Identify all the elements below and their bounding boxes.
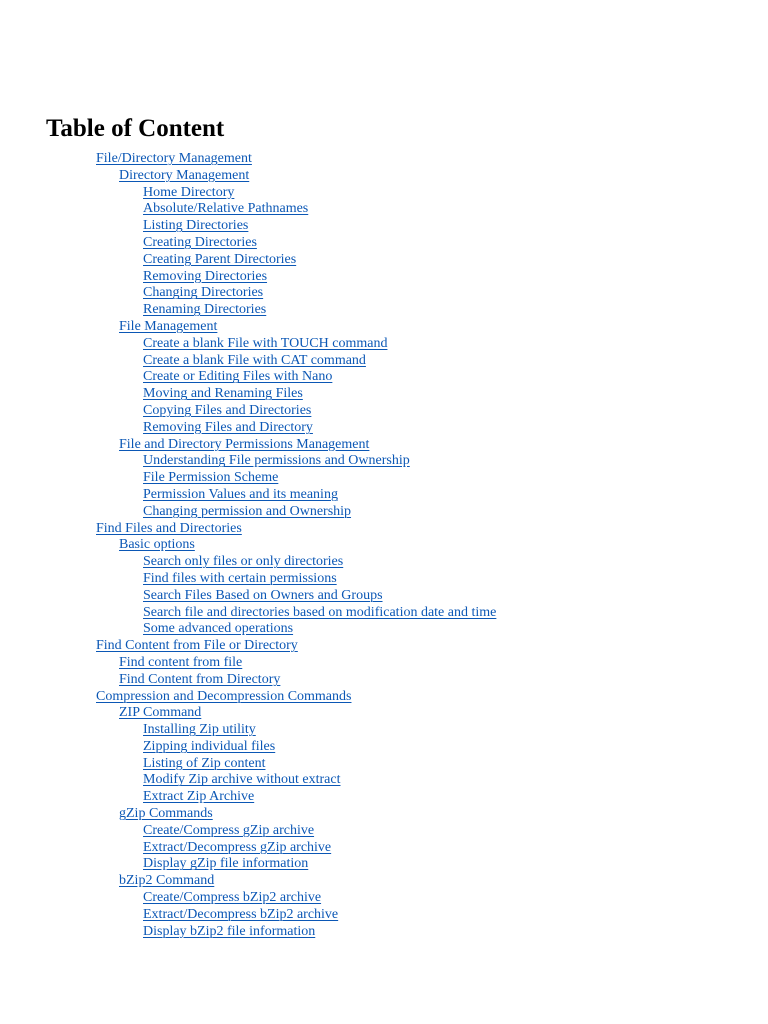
- toc-entry: [0, 571, 496, 588]
- toc-entry: [0, 504, 496, 521]
- toc-link[interactable]: Renaming Directories: [143, 302, 267, 318]
- toc-entry: [0, 689, 496, 706]
- toc-entry: [0, 890, 496, 907]
- toc-link[interactable]: Changing permission and Ownership: [143, 503, 352, 519]
- toc-link[interactable]: Creating Directories: [143, 234, 257, 250]
- toc-entry: [0, 168, 496, 185]
- toc-link[interactable]: Find content from file: [119, 654, 243, 670]
- toc-entry: [0, 806, 496, 823]
- toc-entry: [0, 521, 496, 538]
- toc-link[interactable]: Create a blank File with CAT command: [143, 352, 366, 368]
- toc-entry: [0, 336, 496, 353]
- toc-link[interactable]: Display bZip2 file information: [143, 923, 316, 939]
- toc-entry: [0, 470, 496, 487]
- toc-entry: [0, 873, 496, 890]
- toc-entry: [0, 487, 496, 504]
- toc-link[interactable]: File/Directory Management: [96, 151, 252, 166]
- toc-entry: [0, 420, 496, 437]
- toc-link[interactable]: Search Files Based on Owners and Groups: [143, 587, 383, 603]
- toc-entry: [0, 537, 496, 554]
- toc-link[interactable]: Permission Values and its meaning: [143, 486, 338, 502]
- toc-entry: [0, 924, 496, 941]
- toc-entry: [0, 856, 496, 873]
- toc-link[interactable]: Listing Directories: [143, 218, 249, 234]
- toc-entry: [0, 621, 496, 638]
- toc-link[interactable]: Display gZip file information: [143, 856, 309, 872]
- toc-entry: [0, 269, 496, 286]
- toc-link[interactable]: Basic options: [119, 537, 195, 553]
- toc-entry: [0, 605, 496, 622]
- toc-link[interactable]: Find Files and Directories: [96, 520, 242, 536]
- toc-entry: [0, 185, 496, 202]
- toc-link[interactable]: Create/Compress bZip2 archive: [143, 890, 322, 906]
- toc-link[interactable]: Listing of Zip content: [143, 755, 266, 771]
- toc-link[interactable]: Find Content from File or Directory: [96, 638, 298, 654]
- toc-entry: [0, 655, 496, 672]
- toc-link[interactable]: Compression and Decompression Commands: [96, 688, 352, 704]
- toc-link[interactable]: Extract Zip Archive: [143, 789, 255, 805]
- toc-link[interactable]: Search only files or only directories: [143, 554, 344, 570]
- page-title: Table of Content: [46, 115, 225, 142]
- table-of-contents: [0, 151, 496, 940]
- toc-link[interactable]: gZip Commands: [119, 806, 213, 822]
- toc-link[interactable]: Changing Directories: [143, 285, 264, 301]
- toc-entry: [0, 705, 496, 722]
- toc-entry: [0, 369, 496, 386]
- toc-entry: [0, 772, 496, 789]
- toc-link[interactable]: Zipping individual files: [143, 738, 276, 754]
- toc-link[interactable]: Search file and directories based on modification date and time: [143, 604, 497, 620]
- toc-entry: [0, 151, 496, 168]
- toc-entry: [0, 789, 496, 806]
- toc-entry: [0, 722, 496, 739]
- toc-link[interactable]: Moving and Renaming Files: [143, 386, 303, 402]
- toc-entry: [0, 588, 496, 605]
- toc-entry: [0, 453, 496, 470]
- toc-link[interactable]: Home Directory: [143, 184, 235, 200]
- toc-entry: [0, 739, 496, 756]
- toc-entry: [0, 353, 496, 370]
- toc-link[interactable]: Create or Editing Files with Nano: [143, 369, 333, 385]
- toc-entry: [0, 201, 496, 218]
- toc-link[interactable]: Extract/Decompress gZip archive: [143, 839, 332, 855]
- toc-link[interactable]: Create a blank File with TOUCH command: [143, 335, 388, 351]
- toc-link[interactable]: Removing Directories: [143, 268, 268, 284]
- toc-entry: [0, 638, 496, 655]
- toc-link[interactable]: Extract/Decompress bZip2 archive: [143, 906, 339, 922]
- toc-entry: [0, 218, 496, 235]
- toc-link[interactable]: File Management: [119, 318, 218, 334]
- toc-entry: [0, 252, 496, 269]
- toc-link[interactable]: Find files with certain permissions: [143, 570, 337, 586]
- toc-link[interactable]: Copying Files and Directories: [143, 402, 312, 418]
- toc-link[interactable]: ZIP Command: [119, 705, 202, 721]
- toc-link[interactable]: Installing Zip utility: [143, 722, 256, 738]
- toc-link[interactable]: Creating Parent Directories: [143, 251, 297, 267]
- toc-link[interactable]: bZip2 Command: [119, 873, 215, 889]
- toc-entry: [0, 302, 496, 319]
- toc-entry: [0, 907, 496, 924]
- toc-link[interactable]: Some advanced operations: [143, 621, 294, 637]
- toc-link[interactable]: Find Content from Directory: [119, 671, 281, 687]
- toc-entry: [0, 386, 496, 403]
- toc-link[interactable]: Directory Management: [119, 167, 250, 183]
- toc-entry: [0, 403, 496, 420]
- toc-entry: [0, 840, 496, 857]
- toc-link[interactable]: File and Directory Permissions Management: [119, 436, 370, 452]
- toc-entry: [0, 235, 496, 252]
- toc-entry: [0, 319, 496, 336]
- toc-entry: [0, 437, 496, 454]
- toc-entry: [0, 756, 496, 773]
- toc-link[interactable]: Absolute/Relative Pathnames: [143, 201, 309, 217]
- toc-entry: [0, 823, 496, 840]
- toc-link[interactable]: Create/Compress gZip archive: [143, 822, 315, 838]
- toc-link[interactable]: File Permission Scheme: [143, 470, 279, 486]
- toc-entry: [0, 285, 496, 302]
- toc-entry: [0, 554, 496, 571]
- toc-entry: [0, 672, 496, 689]
- toc-link[interactable]: Understanding File permissions and Ownership: [143, 453, 410, 469]
- toc-link[interactable]: Removing Files and Directory: [143, 419, 313, 435]
- toc-link[interactable]: Modify Zip archive without extract: [143, 772, 341, 788]
